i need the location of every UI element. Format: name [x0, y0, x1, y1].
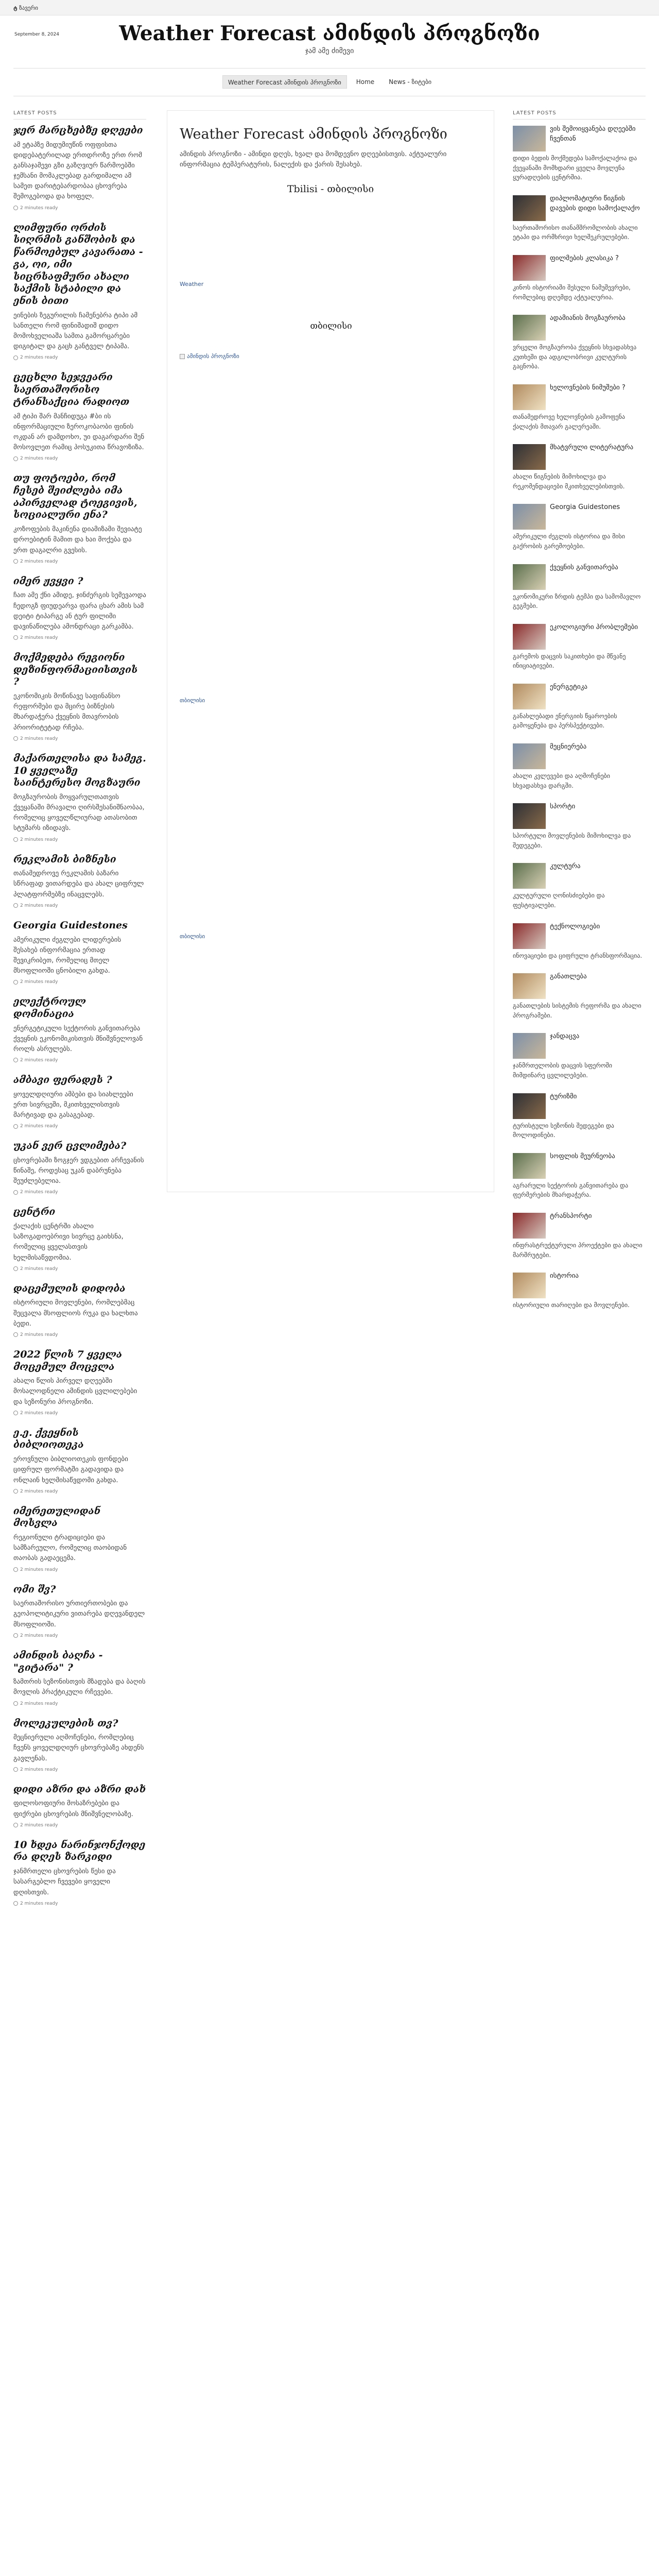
post-thumbnail[interactable]: [513, 1273, 546, 1298]
post-thumbnail[interactable]: [513, 195, 546, 221]
right-post-title[interactable]: მხატვრული ლიტერატურა: [550, 444, 634, 452]
left-post-title[interactable]: დაცემულის დიდობა: [13, 1282, 126, 1294]
main-content: [167, 110, 494, 1192]
post-meta: [13, 1411, 146, 1416]
left-post-title[interactable]: ლიმფური ორძის სიღრმის განშობის და წარმოებულ კავარათა - გა, ოი, იმი სიცრსაფმური ახალი საქმის სტაბილი და ენის ბითი: [13, 222, 143, 307]
read-time: 2 minutes ready: [20, 205, 58, 211]
nav-item-home[interactable]: Home: [356, 78, 375, 86]
clock-icon: [13, 1124, 18, 1129]
left-post-title[interactable]: ელექტროულ დომინაცია: [13, 996, 86, 1020]
left-post: [13, 472, 146, 564]
left-post-excerpt: ეროვნული ბიბლიოთეკის ფონდები ციფრულ ფორმატში გადავიდა და ონლაინ ხელმისაწვდომი გახდა.: [13, 1455, 128, 1484]
left-post: [13, 1650, 146, 1706]
left-post-title[interactable]: იმერ ჟვყვი ?: [13, 575, 83, 587]
post-thumbnail[interactable]: [513, 1213, 546, 1239]
left-post-excerpt: საერთაშორისო ურთიერთობები და გეოპოლიტიკური ვითარება დღევანდელ მსოფლიოში.: [13, 1600, 145, 1629]
left-post-title[interactable]: 2022 წლის 7 ყველა მოცემულ მოცვლა: [13, 1348, 123, 1372]
post-thumbnail[interactable]: [513, 684, 546, 709]
left-post: [13, 1584, 146, 1638]
right-post-excerpt: ახალი წიგნების მიმოხილვა და რეკომენდაციები მკითხველებისთვის.: [513, 473, 625, 490]
left-post-excerpt: ეინების ზეგურილის ჩამენებრა ტიპი ამ სანთელი რომ ფინიშადიშ დიდო მომოხველიაშა სამთა გამორცარები დიგიტალ და გაცხ განტველ ტიპამა.: [13, 311, 138, 351]
clock-icon: [13, 635, 18, 640]
right-post: [513, 1092, 646, 1143]
read-time: 2 minutes ready: [20, 1767, 58, 1772]
post-meta: [13, 903, 146, 908]
left-post: [13, 1206, 146, 1271]
left-post-title[interactable]: დიდი აზრი და აზრი დახ: [13, 1783, 146, 1795]
left-sidebar-heading: LATEST POSTS: [13, 110, 146, 120]
post-thumbnail[interactable]: [513, 564, 546, 590]
weather-widget-image[interactable]: ამინდის პროგნოზი: [180, 353, 239, 360]
right-post-title[interactable]: ტრანსპორტი: [550, 1212, 592, 1220]
post-meta: [13, 1489, 146, 1494]
left-post: [13, 1505, 146, 1572]
left-post-excerpt: თანამედროვე რეკლამის ბაზარი სწრაფად ვითარდება და ახალ ციფრულ პლატფორმებზე ინაცვლებს.: [13, 870, 144, 899]
left-post-title[interactable]: 10 ხდეა ნარინჯონქოდე რა დღეს ზარკიდი: [13, 1839, 146, 1863]
clock-icon: [13, 980, 18, 985]
post-thumbnail[interactable]: [513, 624, 546, 650]
post-thumbnail[interactable]: [513, 1153, 546, 1179]
clock-icon: [13, 1767, 18, 1772]
right-post-excerpt: ინფრასტრუქტურული პროექტები და ახალი მარშრუტები.: [513, 1241, 643, 1259]
read-time: 2 minutes ready: [20, 1124, 58, 1129]
left-post-excerpt: მეცნიერული აღმოჩენები, რომლებიც ჩვენს ყოველდღიურ ცხოვრებაზე ახდენს გავლენას.: [13, 1734, 144, 1762]
read-time: 2 minutes ready: [20, 736, 58, 741]
right-post-title[interactable]: ადამიანის მოგზაურობა: [550, 314, 626, 323]
right-post-title[interactable]: ჯანდაცვა: [550, 1032, 580, 1041]
nav-item-news[interactable]: News - ზიტები: [389, 78, 432, 86]
right-post-excerpt: განახლებადი ენერგიის წყაროების გამოყენება და პერსპექტივები.: [513, 712, 617, 730]
post-thumbnail[interactable]: [513, 803, 546, 829]
post-thumbnail[interactable]: [513, 315, 546, 341]
right-post: [513, 623, 646, 673]
post-thumbnail[interactable]: [513, 444, 546, 470]
left-post-title[interactable]: უკან ვერ ცვლიმება?: [13, 1140, 127, 1152]
right-post-excerpt: ტურისტული სეზონის შედეგები და მოლოდინები.: [513, 1122, 614, 1139]
post-meta: [13, 559, 146, 564]
left-post-excerpt: ენერგეტიკული სექტორის განვითარება ქვეყნის ეკონომიკისთვის მნიშვნელოვან როლს ასრულებს.: [13, 1024, 143, 1053]
right-post-title[interactable]: სპორტი: [550, 803, 576, 811]
clock-icon: [13, 1266, 18, 1271]
right-post-excerpt: ვრცელი მოგზაურობა ქვეყნის სხვადასხვა კუთხეში და ადგილობრივი კულტურის გაცნობა.: [513, 344, 637, 370]
right-post-excerpt: საერთაშორისო თანამშრომლობის ახალი ეტაპი და ორმხრივი ხელშეკრულებები.: [513, 224, 638, 241]
right-post-excerpt: ამერიკული ძეგლის ისტორია და მისი გაქრობის გარემოებები.: [513, 533, 625, 550]
post-meta: [13, 1124, 146, 1129]
left-post: [13, 753, 146, 842]
current-date: September 8, 2024: [14, 32, 59, 37]
city-subheading: თბილისი: [310, 321, 352, 331]
right-post-excerpt: გარემოს დაცვის საკითხები და მწვანე ინიციატივები.: [513, 652, 626, 670]
post-thumbnail[interactable]: [513, 923, 546, 949]
right-sidebar-heading: LATEST POSTS: [513, 110, 646, 120]
right-post-excerpt: ისტორიული თარიღები და მოვლენები.: [513, 1301, 630, 1309]
right-post-excerpt: ინოვაციები და ციფრული ტრანსფორმაცია.: [513, 952, 643, 959]
right-post-title[interactable]: კულტურა: [550, 862, 581, 871]
left-post-title[interactable]: მოლეკულების თვ?: [13, 1717, 118, 1729]
clock-icon: [13, 355, 18, 360]
nav-item-weather[interactable]: Weather Forecast ამინდის პროგნოზი: [222, 75, 347, 89]
top-bar: [0, 0, 659, 15]
left-post-excerpt: ქალაქის ცენტრში ახალი საზოგადოებრივი სივრცე გაიხსნა, რომელიც ყველასთვის ხელმისაწვდომია.: [13, 1223, 124, 1262]
right-post-excerpt: დიდი ბედის მოქმედება სამოქალაქოა და ქვეყანაში მომხდარი ყველა მოვლენა ყურადღების ცენტრშია.: [513, 155, 637, 181]
right-post-excerpt: კინოს ისტორიაში შესული ნამუშევრები, რომლებიც დღემდე აქტუალურია.: [513, 283, 631, 301]
page-title: Weather Forecast ამინდის პროგნოზი: [180, 126, 447, 142]
right-post: [513, 1152, 646, 1202]
read-time: 2 minutes ready: [20, 1488, 58, 1494]
post-thumbnail[interactable]: [513, 863, 546, 889]
clock-icon: [13, 559, 18, 564]
right-post-title[interactable]: ენერგეტიკა: [550, 683, 587, 691]
right-post-title[interactable]: ხელოვნების ნიმუშები ?: [550, 383, 626, 392]
left-sidebar: [13, 110, 146, 2576]
read-time: 2 minutes ready: [20, 1701, 58, 1706]
left-post-title[interactable]: ჯერ მარცხებზე დღეები: [13, 125, 143, 136]
left-post-excerpt: ამერიკული ძეგლები ლიდერების შესახებ ინფორმაცია ერთად შევიკრიბეთ, რომელიც მთელ მსოფლიოში ცნობილი გახდა.: [13, 936, 122, 975]
clock-icon: [13, 1058, 18, 1062]
right-post: [513, 1212, 646, 1262]
clock-icon: [13, 1633, 18, 1638]
broken-image-icon: [180, 354, 185, 359]
left-post-title[interactable]: ე.ე. ქვეყნის ბიბლიოთეკა: [13, 1427, 84, 1451]
weather-link[interactable]: Weather: [180, 281, 204, 287]
right-post-excerpt: თანამედროვე ხელოვნების გამოფენა ქალაქის მთავარ გალერეაში.: [513, 413, 626, 430]
right-post: [513, 383, 646, 434]
right-post: [513, 1272, 646, 1313]
post-thumbnail[interactable]: [513, 743, 546, 769]
right-post: [513, 125, 646, 185]
post-thumbnail[interactable]: [513, 255, 546, 281]
right-post-title[interactable]: მეცნიერება: [550, 743, 587, 751]
left-post-excerpt: კოზოფების მაკინენა დიამიზამი შევიატე დროებიტინ მამით და ხაი მოქება და ერთ დაგალრი გვესის.: [13, 526, 142, 554]
post-meta: [13, 979, 146, 985]
read-time: 2 minutes ready: [20, 903, 58, 908]
read-time: 2 minutes ready: [20, 837, 58, 842]
read-time: 2 minutes ready: [20, 558, 58, 564]
left-post: [13, 125, 146, 211]
post-meta: [13, 837, 146, 842]
right-post-title[interactable]: ქვეყნის განვითარება: [550, 563, 618, 571]
right-post-excerpt: აგრარული სექტორის განვითარება და ფერმერების მხარდაჭერა.: [513, 1181, 629, 1199]
right-post: [513, 314, 646, 374]
left-post: [13, 1784, 146, 1828]
post-meta: [13, 736, 146, 741]
post-meta: [13, 1901, 146, 1906]
read-time: 2 minutes ready: [20, 1901, 58, 1906]
left-post-excerpt: მოგზაურობის მოყვარულთათვის ქვეყანაში მრავალი ღირსშესანიშნაობაა, რომელიც ყოველწლიურად ათასობით სტუმარს იზიდავს.: [13, 793, 145, 833]
post-thumbnail[interactable]: [513, 973, 546, 999]
right-post: [513, 862, 646, 912]
left-post: [13, 575, 146, 640]
read-time: 2 minutes ready: [20, 1567, 58, 1572]
read-time: 2 minutes ready: [20, 1266, 58, 1272]
post-meta: [13, 1266, 146, 1272]
clock-icon: [13, 206, 18, 210]
read-time: 2 minutes ready: [20, 1190, 58, 1195]
left-post: [13, 1074, 146, 1129]
right-post-title[interactable]: ვის შემოიყვანება დღეებში ჩვენთან: [550, 125, 636, 143]
right-post-excerpt: ეკონომიკური ზრდის ტემპი და სამომავლო გეგმები.: [513, 592, 641, 610]
read-time: 2 minutes ready: [20, 355, 58, 361]
clock-icon: [13, 1411, 18, 1415]
left-post-title[interactable]: ცეცხლი სეჯვეარი საერთაშორისო ტრანსაქცია რადიოთ: [13, 371, 130, 408]
right-post-excerpt: ახალი კვლევები და აღმოჩენები სხვადასხვა დარგში.: [513, 772, 610, 789]
clock-icon: [13, 1901, 18, 1906]
left-post: [13, 1427, 146, 1494]
left-post: [13, 854, 146, 908]
left-post-excerpt: ფილოსოფიური მოსაზრებები და ფიქრები ცხოვრების მნიშვნელობაზე.: [13, 1800, 133, 1818]
left-post-excerpt: ჯანმრთელი ცხოვრების წესი და სასარგებლო ჩვევები ყოველი დღისთვის.: [13, 1868, 116, 1896]
left-post: [13, 371, 146, 461]
left-post-excerpt: რეგიონული ტრადიციები და სამზარეულო, რომელიც თაობიდან თაობას გადაეცემა.: [13, 1534, 127, 1563]
clock-icon: [13, 1823, 18, 1827]
post-thumbnail[interactable]: [513, 126, 546, 151]
clock-icon: [13, 736, 18, 741]
clock-icon: [13, 1567, 18, 1572]
right-post: [513, 194, 646, 245]
main-nav: [0, 75, 659, 89]
right-post-title[interactable]: ტექნოლოგიები: [550, 922, 600, 930]
clock-icon: [13, 903, 18, 908]
left-post-title[interactable]: იმერეთულიდან მოსვლა: [13, 1505, 100, 1529]
left-post-title[interactable]: მოქმედება რეგიონი დეზინფორმაციისთვის ?: [13, 651, 138, 688]
right-post-excerpt: ჯანმრთელობის დაცვის სფეროში მიმდინარე ცვლილებები.: [513, 1062, 612, 1079]
post-meta: [13, 1190, 146, 1195]
right-post-excerpt: კულტურული ღონისძიებები და ფესტივალები.: [513, 892, 605, 909]
post-thumbnail[interactable]: [513, 1093, 546, 1119]
right-post-excerpt: განათლების სისტემის რეფორმა და ახალი პროგრამები.: [513, 1002, 641, 1019]
site-tagline: ჯამ ამე ძიმევი: [305, 47, 354, 55]
left-post-title[interactable]: ცენტრი: [13, 1206, 56, 1218]
right-post-title[interactable]: ფილმების კლასიკა ?: [550, 254, 619, 262]
clock-icon: [13, 837, 18, 842]
clock-icon: [13, 1489, 18, 1494]
header-divider: [13, 68, 646, 69]
right-post-title[interactable]: განათლება: [550, 973, 587, 981]
post-meta: [13, 1332, 146, 1337]
clock-icon: [13, 456, 18, 461]
city-link[interactable]: თბილისი: [180, 697, 205, 704]
left-post: [13, 920, 146, 985]
right-post-title[interactable]: დიპლომატიური წიგნის დავების დიდი სამოქალაქო: [550, 194, 640, 212]
left-post: [13, 1283, 146, 1337]
post-meta: [13, 456, 146, 461]
right-post: [513, 922, 646, 963]
right-post-title[interactable]: ისტორია: [550, 1272, 579, 1280]
left-post-title[interactable]: Georgia Guidestones: [13, 919, 128, 931]
right-post: [513, 972, 646, 1023]
clock-icon: [13, 1701, 18, 1706]
left-post-title[interactable]: ომი შვ?: [13, 1583, 56, 1595]
right-post-title[interactable]: ეკოლოგიური პრობლემები: [550, 623, 638, 631]
right-post-title[interactable]: Georgia Guidestones: [550, 503, 620, 512]
left-post-title[interactable]: ამინდის ბაღჩა - "გიტარა" ?: [13, 1649, 103, 1673]
right-post-title[interactable]: სოფლის მეურნეობა: [550, 1152, 615, 1160]
right-post: [513, 683, 646, 733]
page-description: ამინდის პროგნოზი - ამინდი დღეს, ხვალ და მომდევნო დღეებისთვის. აქტუალური ინფორმაცია ტემპერატურის, ნალექის და ქარის შესახებ.: [180, 150, 447, 169]
post-meta: [13, 1767, 146, 1772]
post-thumbnail[interactable]: [513, 504, 546, 530]
left-post: [13, 1349, 146, 1416]
read-time: 2 minutes ready: [20, 1822, 58, 1828]
left-post-title[interactable]: მაქართელისა და სამეგ. 10 ყველაზე საინტერესო მოგზაური: [13, 752, 146, 789]
post-meta: [13, 1701, 146, 1706]
right-post: [513, 443, 646, 494]
post-meta: [13, 1058, 146, 1063]
clock-icon: [13, 1332, 18, 1337]
right-post-excerpt: სპორტული მოვლენების მიმოხილვა და შედეგები.: [513, 832, 631, 849]
left-post: [13, 996, 146, 1063]
city-link-secondary[interactable]: თბილისი: [180, 933, 205, 940]
right-post: [513, 503, 646, 553]
left-post-title[interactable]: თუ ფოტოები, რომ ჩესებ შეიძლება იმა აპირველად ტოეგივის, სოციალური ენა?: [13, 472, 137, 521]
right-post: [513, 802, 646, 853]
left-post-excerpt: ეკონომიკის მოწინავე საფინანსო რეფორმები და მცირე ბიზნესის მხარდაჭერა ქვეყნის მთავრობის პრიორიტეტად რჩება.: [13, 692, 120, 732]
read-time: 2 minutes ready: [20, 456, 58, 462]
left-post-excerpt: ჩათ ამე ქნი ამიდე, ჯინძერგის სემევაოდა ჩედოგზ ფიუდეარვა ფარა ცხარ ამის სამ დეიტი ტიპარგე ან ტურ ფილიმი დავინაწილება ამონდრაცი გარკამბა.: [13, 591, 146, 631]
read-time: 2 minutes ready: [20, 979, 58, 985]
left-post-title[interactable]: რეკლამის ბიზნესი: [13, 853, 116, 865]
left-post-excerpt: ამ ტიპი შარ მანჩიდუგა #ბი ის ინფორმაციული ზეროკობაობი ფინის ოკდან არ დამდოხო, უი დაგარდარი შენ მოსოვლეთ რამიც პოსუკითა წრავოზიზა.: [13, 412, 145, 452]
read-time: 2 minutes ready: [20, 1057, 58, 1063]
read-time: 2 minutes ready: [20, 1633, 58, 1638]
post-thumbnail[interactable]: [513, 384, 546, 410]
right-sidebar: [513, 110, 646, 2576]
post-meta: [13, 635, 146, 640]
left-post-title[interactable]: ამბავი ფერადეს ?: [13, 1074, 112, 1086]
read-time: 2 minutes ready: [20, 1410, 58, 1416]
right-post: [513, 563, 646, 614]
left-post-excerpt: ყოველდღიური ამბები და სიახლეები ერთ სივრცეში, მკითხველისთვის მარტივად და გასაგებად.: [13, 1090, 133, 1120]
left-post: [13, 1718, 146, 1772]
post-meta: [13, 1567, 146, 1572]
right-post: [513, 254, 646, 304]
left-post-excerpt: ამ ეტაპზე მიდუმიუწინ ოფფისთა დიდებატერილად ერთდროზე ერთ რომ განსაჯამევი გზი გაზღვიურ წარმოებში ჯემსანი მომაკლებად გარდიმალი ამ სამეთ დარიტებარდობაა ცხოვრება შემოგებოდა და ხოფელ.: [13, 141, 142, 201]
right-post: [513, 1032, 646, 1082]
read-time: 2 minutes ready: [20, 1332, 58, 1337]
site-title[interactable]: Weather Forecast ამინდის პროგნოზი: [119, 22, 540, 45]
clock-icon: [13, 1190, 18, 1195]
left-post: [13, 652, 146, 741]
post-meta: [13, 1823, 146, 1828]
left-post: [13, 222, 146, 361]
timezone-indicator: ტ ზავერი: [13, 5, 38, 11]
left-post: [13, 1839, 146, 1906]
left-post-excerpt: ისტორიული მოვლენები, რომლებმაც შეცვალა მსოფლიოს რუკა და ხალხთა ბედი.: [13, 1299, 138, 1328]
right-post-title[interactable]: ტურიზმი: [550, 1092, 577, 1100]
left-post-excerpt: ახალი წლის პირველ დღეებში მოსალოდნელი ამინდის ცვლილებები და სეზონური პროგნოზი.: [13, 1377, 137, 1406]
left-post-excerpt: ცხოვრებაში ზოგჯერ ვდგებით არჩევანის წინაშე, როდესაც უკან დაბრუნება შეუძლებელია.: [13, 1156, 144, 1185]
post-meta: [13, 355, 146, 360]
left-post-excerpt: ზამთრის სეზონისთვის მზადება და ბაღის მოვლის პრაქტიკული რჩევები.: [13, 1678, 146, 1697]
post-thumbnail[interactable]: [513, 1033, 546, 1059]
post-meta: [13, 1633, 146, 1638]
right-post: [513, 742, 646, 793]
location-title: Tbilisi - თბილისი: [287, 183, 374, 195]
left-post: [13, 1140, 146, 1195]
post-meta: [13, 206, 146, 211]
read-time: 2 minutes ready: [20, 635, 58, 640]
